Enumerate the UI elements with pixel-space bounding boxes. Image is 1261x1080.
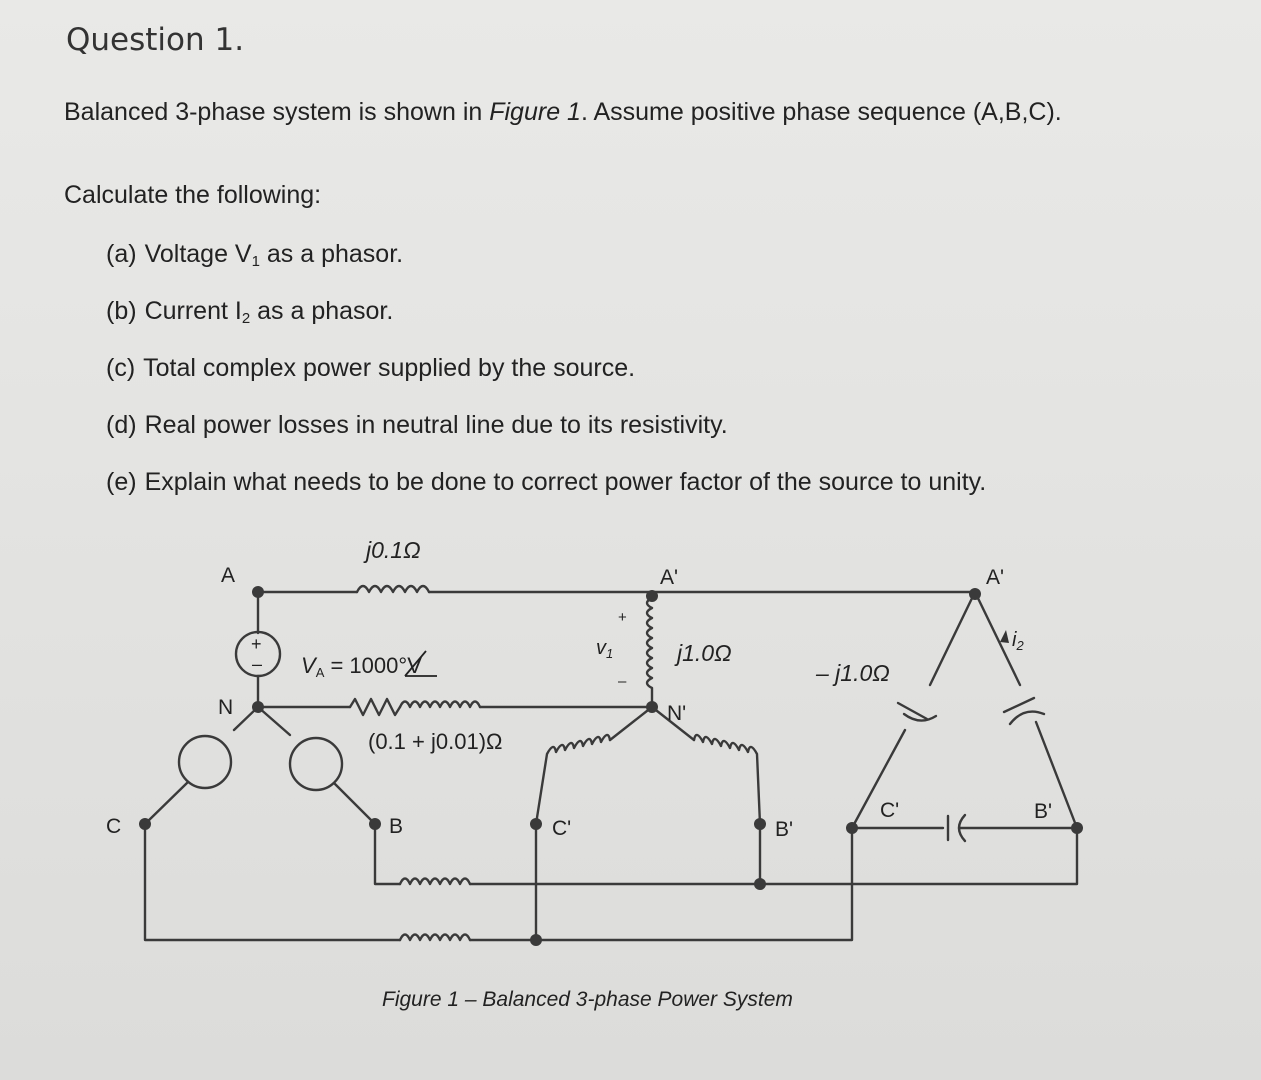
part-tag: (d) — [106, 411, 137, 439]
label-delta-b: B' — [1034, 800, 1053, 823]
inductor-line-b — [400, 879, 470, 885]
label-v1 — [596, 637, 613, 661]
part-text2: as a phasor. — [259, 240, 404, 268]
label-neutral-impedance: (0.1 + j0.01)Ω — [368, 729, 503, 754]
label-source-v: V — [301, 653, 316, 678]
inductor-wye-b — [694, 735, 760, 824]
part-text: Current I — [144, 297, 242, 325]
cap-right-plate2 — [1010, 712, 1044, 724]
i2-arrow-icon — [1000, 630, 1009, 643]
part-tag: (b) — [106, 297, 137, 325]
part-text: Real power losses in neutral line due to its resistivity. — [144, 411, 728, 439]
label-i2-sub: 2 — [1016, 638, 1024, 653]
label-v1-minus: – — [618, 673, 627, 690]
label-source-plus: + — [251, 634, 262, 654]
label-wye-c: C' — [552, 817, 572, 840]
resistor-neutral — [350, 699, 400, 715]
inductor-wye-a — [647, 592, 652, 707]
label-node-n: N — [218, 696, 234, 719]
node-a — [252, 586, 264, 598]
calc-heading: Calculate the following: — [64, 181, 322, 209]
label-source-value — [301, 653, 422, 680]
label-source-minus: – — [252, 654, 263, 674]
wire-c-down — [145, 824, 400, 940]
part-text2: as a phasor. — [250, 297, 394, 325]
question-parts — [106, 238, 986, 523]
intro-after: . Assume positive phase sequence (A,B,C). — [580, 98, 1062, 126]
part-e — [106, 466, 986, 523]
label-v1-sub: 1 — [606, 646, 614, 661]
part-sub: 1 — [251, 253, 260, 270]
node-b — [369, 818, 381, 830]
source-c-phase — [179, 736, 231, 788]
part-tag: (a) — [106, 240, 137, 268]
label-v1-v: v — [596, 637, 606, 659]
intro-figure-ref: Figure 1 — [489, 98, 581, 126]
label-delta-c: C' — [880, 799, 900, 822]
label-v1-plus: + — [618, 609, 627, 626]
label-wye-n: N' — [667, 702, 687, 725]
part-sub: 2 — [241, 310, 251, 327]
cap-left-plate1 — [898, 703, 927, 719]
part-c — [106, 352, 986, 409]
wire-c-src — [145, 782, 188, 824]
question-title: Question 1. — [66, 22, 245, 58]
circuit-diagram — [0, 520, 1261, 990]
label-i2-i: i — [1012, 629, 1017, 651]
part-b — [106, 295, 986, 352]
label-delta-impedance: – j1.0Ω — [816, 660, 890, 686]
node-wye-c — [530, 818, 542, 830]
label-delta-a: A' — [986, 566, 1005, 589]
wire-b-src — [334, 783, 375, 824]
part-a — [106, 238, 986, 295]
node-wye-b — [754, 818, 766, 830]
intro-before: Balanced 3-phase system is shown in — [64, 98, 490, 126]
label-source-val: = 100 — [324, 653, 387, 678]
part-tag: (c) — [106, 354, 136, 382]
wire-wye-nc — [610, 707, 652, 740]
label-wye-a: A' — [660, 566, 679, 589]
node-delta-c — [846, 822, 858, 834]
part-text: Explain what needs to be done to correct power factor of the source to unity. — [144, 468, 987, 496]
label-i2 — [1012, 629, 1024, 653]
label-line-impedance: j0.1Ω — [366, 537, 421, 563]
cap-right-plate1 — [1004, 698, 1034, 712]
inductor-wye-c — [536, 735, 610, 824]
label-node-b: B — [389, 815, 404, 838]
part-d — [106, 409, 986, 466]
node-wye-n — [646, 701, 658, 713]
node-c — [139, 818, 151, 830]
inductor-line-c — [400, 935, 470, 941]
part-tag: (e) — [106, 468, 137, 496]
part-text: Total complex power supplied by the source. — [143, 354, 636, 382]
label-node-c: C — [106, 815, 122, 838]
inductor-line-a — [357, 586, 429, 592]
label-source-unit: V — [407, 653, 422, 678]
wire-n-to-b — [258, 707, 290, 735]
label-source-sub: A — [315, 665, 325, 680]
node-n — [252, 701, 264, 713]
figure-caption: Figure 1 – Balanced 3-phase Power System — [382, 988, 793, 1011]
part-text: Voltage V — [144, 240, 252, 268]
delta-left-upper — [930, 592, 975, 685]
node-delta-b — [1071, 822, 1083, 834]
intro-paragraph — [64, 96, 1064, 128]
node-wye-a — [646, 590, 658, 602]
node-bp-bottom — [754, 878, 766, 890]
label-node-a: A — [221, 564, 236, 587]
node-delta-a — [969, 588, 981, 600]
label-source-angle: 0° — [386, 653, 408, 678]
label-wye-impedance: j1.0Ω — [677, 640, 732, 666]
label-wye-b: B' — [775, 818, 794, 841]
inductor-neutral — [400, 702, 480, 708]
node-cp-bottom — [530, 934, 542, 946]
